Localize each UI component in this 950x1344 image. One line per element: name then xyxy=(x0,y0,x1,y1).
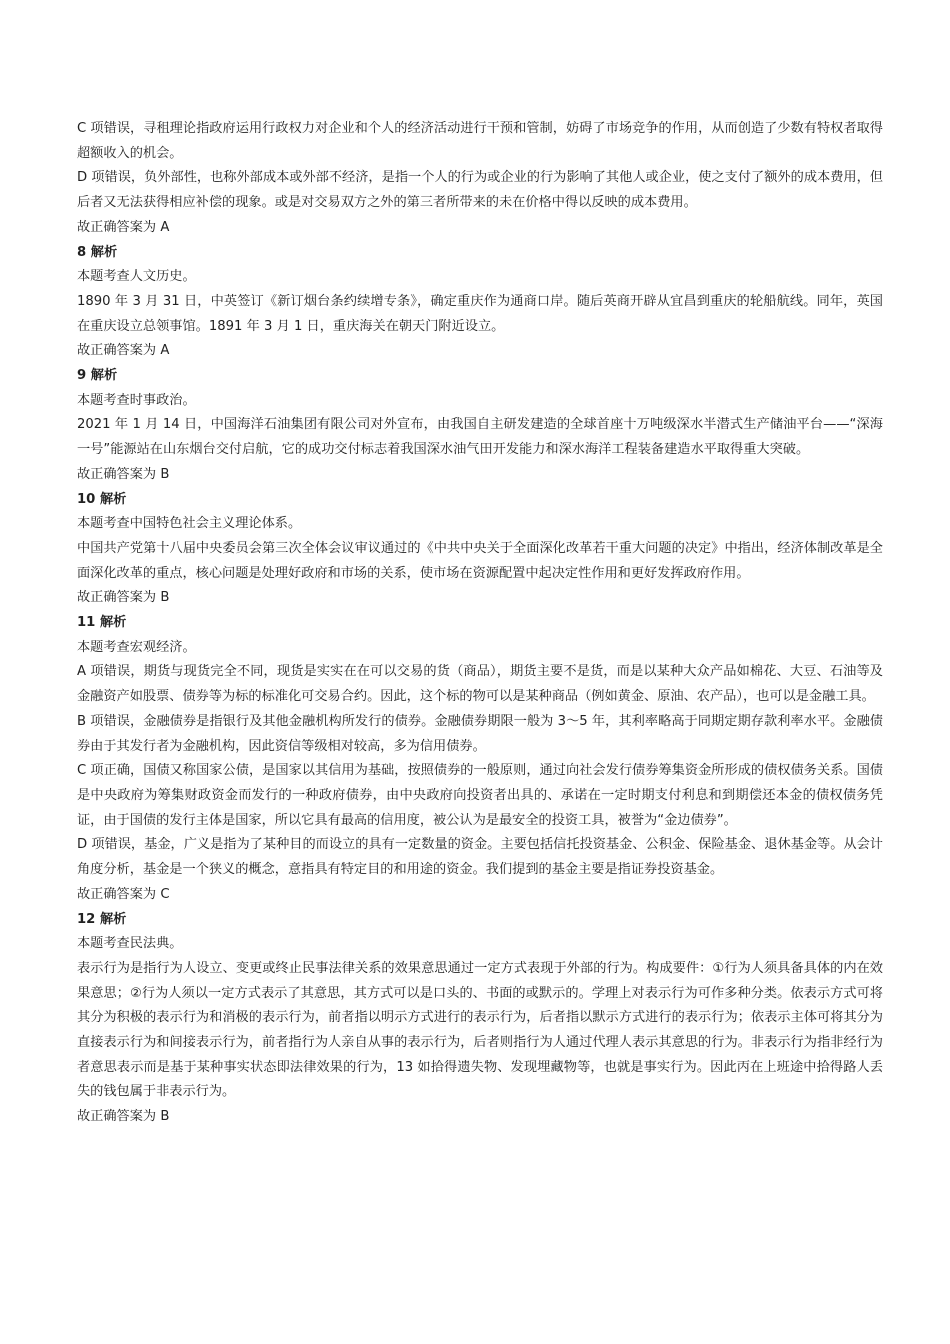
section-heading: 9 解析 xyxy=(77,368,118,384)
topic-line: 本题考查中国特色社会主义理论体系。 xyxy=(77,516,302,532)
section-heading: 11 解析 xyxy=(77,615,127,631)
paragraph: D 项错误，负外部性，也称外部成本或外部不经济，是指一个人的行为或企业的行为影响了其他人或企业，使之支付了额外的成本费用，但后者又无法获得相应补偿的现象。或是对交易双方之外的第三者所带来的未在价格中得以反映的成本费用。 xyxy=(77,170,883,211)
paragraph: 中国共产党第十八届中央委员会第三次全体会议审议通过的《中共中央关于全面深化改革若干重大问题的决定》中指出，经济体制改革是全面深化改革的重点，核心问题是处理好政府和市场的关系，使市场在资源配置中起决定性作用和更好发挥政府作用。 xyxy=(77,540,883,581)
topic-line: 本题考查民法典。 xyxy=(77,936,183,952)
paragraph: 表示行为是指行为人设立、变更或终止民事法律关系的效果意思通过一定方式表现于外部的行为。构成要件：①行为人须具备具体的内在效果意思；②行为人须以一定方式表示了其意思，其方式可以是口头的、书面的或默示的。学理上对表示行为可作多种分类。依表示方式可将其分为积极的表示行为和消极的表示行为，前者指以明示方式进行的表示行为，后者指以默示方式进行的表示行为；依表示主体可将其分为直接表示行为和间接表示行为，前者指行为人亲自从事的表示行为，后者则指行为人通过代理人表示其意思的行为。非表示行为指非经行为者意思表示而是基于某种事实状态即法律效果的行为，13 如拾得遗失物、发现埋藏物等，也就是事实行为。因此丙在上班途中拾得路人丢失的钱包属于非表示行为。 xyxy=(77,960,883,1100)
paragraph: B 项错误，金融债券是指银行及其他金融机构所发行的债券。金融债券期限一般为 3～5 年，其利率略高于同期定期存款利率水平。金融债券由于其发行者为金融机构，因此资信等级相对较高，多为信用债券。 xyxy=(77,713,883,754)
section-heading: 8 解析 xyxy=(77,244,118,260)
answer-line: 故正确答案为 A xyxy=(77,219,170,235)
answer-line: 故正确答案为 A xyxy=(77,343,170,359)
answer-line: 故正确答案为 B xyxy=(77,590,170,606)
section-heading: 12 解析 xyxy=(77,911,127,927)
paragraph: 1890 年 3 月 31 日，中英签订《新订烟台条约续增专条》，确定重庆作为通商口岸。随后英商开辟从宜昌到重庆的轮船航线。同年，英国在重庆设立总领事馆。1891 年 3 月 1 日，重庆海关在朝天门附近设立。 xyxy=(77,293,883,334)
topic-line: 本题考查宏观经济。 xyxy=(77,639,196,655)
answer-line: 故正确答案为 C xyxy=(77,886,170,902)
topic-line: 本题考查人文历史。 xyxy=(77,269,196,285)
paragraph: D 项错误，基金，广义是指为了某种目的而设立的具有一定数量的资金。主要包括信托投资基金、公积金、保险基金、退休基金等。从会计角度分析，基金是一个狭义的概念，意指具有特定目的和用途的资金。我们提到的基金主要是指证券投资基金。 xyxy=(77,837,883,878)
section-heading: 10 解析 xyxy=(77,491,127,507)
answer-line: 故正确答案为 B xyxy=(77,466,170,482)
document-page xyxy=(77,117,883,1130)
paragraph: 2021 年 1 月 14 日，中国海洋石油集团有限公司对外宣布，由我国自主研发建造的全球首座十万吨级深水半潜式生产储油平台——“深海一号”能源站在山东烟台交付启航，它的成功交付标志着我国深水油气田开发能力和深水海洋工程装备建造水平取得重大突破。 xyxy=(77,417,883,458)
answer-line: 故正确答案为 B xyxy=(77,1109,170,1125)
paragraph: C 项错误，寻租理论指政府运用行政权力对企业和个人的经济活动进行干预和管制，妨碍了市场竞争的作用，从而创造了少数有特权者取得超额收入的机会。 xyxy=(77,121,883,161)
paragraph: A 项错误，期货与现货完全不同，现货是实实在在可以交易的货（商品），期货主要不是货，而是以某种大众产品如棉花、大豆、石油等及金融资产如股票、债券等为标的标准化可交易合约。因此，这个标的物可以是某种商品（例如黄金、原油、农产品），也可以是金融工具。 xyxy=(77,664,883,705)
paragraph: C 项正确，国债又称国家公债，是国家以其信用为基础，按照债券的一般原则，通过向社会发行债券筹集资金所形成的债权债务关系。国债是中央政府为筹集财政资金而发行的一种政府债券，由中央政府向投资者出具的、承诺在一定时期支付利息和到期偿还本金的债权债务凭证，由于国债的发行主体是国家，所以它具有最高的信用度，被公认为是最安全的投资工具，被誉为“金边债券”。 xyxy=(77,763,883,828)
topic-line: 本题考查时事政治。 xyxy=(77,392,196,408)
